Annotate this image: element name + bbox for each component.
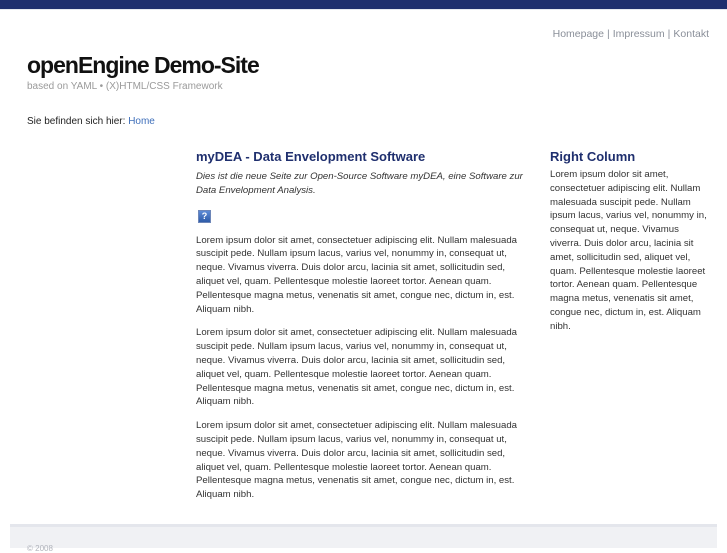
nav-link-impressum[interactable]: Impressum xyxy=(612,28,665,40)
broken-image-icon[interactable]: ? xyxy=(198,210,211,223)
intro-text: Dies ist die neue Seite zur Open-Source Software myDEA, eine Software zur Data Envelopment Analysis. xyxy=(196,171,523,196)
right-column-heading: Right Column xyxy=(550,149,636,164)
breadcrumb xyxy=(27,116,155,127)
footer-text: © 2008 xyxy=(27,544,53,553)
body-paragraph: Lorem ipsum dolor sit amet, consectetuer adipiscing elit. Nullam malesuada suscipit pede. Nullam ipsum lacus, varius vel, nonummy in, consequat ut, neque. Vivamus viverra. Duis dolor arcu, lacinia sit amet, sollicitudin sed, aliquet vel, quam. Pellentesque molestie laoreet tortor. Aenean quam. Pellentesque magna metus, venenatis sit amet, congue nec, dictum in, est. Aliquam nibh. xyxy=(196,234,518,315)
nav-link-kontakt[interactable]: Kontakt xyxy=(673,28,709,40)
top-navigation xyxy=(553,28,709,40)
right-column-text: Lorem ipsum dolor sit amet, consectetuer adipiscing elit. Nullam malesuada suscipit pede. Nullam ipsum lacus, varius vel, nonummy in, consequat ut, neque. Vivamus viverra. Duis dolor arcu, lacinia sit amet, sollicitudin sed, aliquet vel, quam. Pellentesque molestie laoreet tortor. Aenean quam. Pellentesque magna metus, venenatis sit amet, congue nec, dictum in, est. Aliquam nibh. xyxy=(550,169,707,332)
nav-separator: | xyxy=(606,28,610,40)
site-title: openEngine Demo-Site xyxy=(27,52,259,78)
site-subtitle: based on YAML • (X)HTML/CSS Framework xyxy=(27,81,223,92)
footer xyxy=(10,524,717,553)
main-content xyxy=(196,149,531,512)
right-column xyxy=(550,149,710,334)
body-paragraph: Lorem ipsum dolor sit amet, consectetuer adipiscing elit. Nullam malesuada suscipit pede. Nullam ipsum lacus, varius vel, nonummy in, consequat ut, neque. Vivamus viverra. Duis dolor arcu, lacinia sit amet, sollicitudin sed, aliquet vel, quam. Pellentesque molestie laoreet tortor. Aenean quam. Pellentesque magna metus, venenatis sit amet, congue nec, dictum in, est. Aliquam nibh. xyxy=(196,420,518,501)
top-divider xyxy=(0,9,727,10)
breadcrumb-label: Sie befinden sich hier: xyxy=(27,116,126,127)
breadcrumb-home-link[interactable]: Home xyxy=(128,116,155,127)
body-paragraph: Lorem ipsum dolor sit amet, consectetuer adipiscing elit. Nullam malesuada suscipit pede. Nullam ipsum lacus, varius vel, nonummy in, consequat ut, neque. Vivamus viverra. Duis dolor arcu, lacinia sit amet, sollicitudin sed, aliquet vel, quam. Pellentesque molestie laoreet tortor. Aenean quam. Pellentesque magna metus, venenatis sit amet, congue nec, dictum in, est. Aliquam nibh. xyxy=(196,327,518,408)
main-heading: myDEA - Data Envelopment Software xyxy=(196,149,426,164)
nav-separator: | xyxy=(667,28,671,40)
top-banner-bar xyxy=(0,0,727,9)
nav-link-homepage[interactable]: Homepage xyxy=(552,28,604,40)
